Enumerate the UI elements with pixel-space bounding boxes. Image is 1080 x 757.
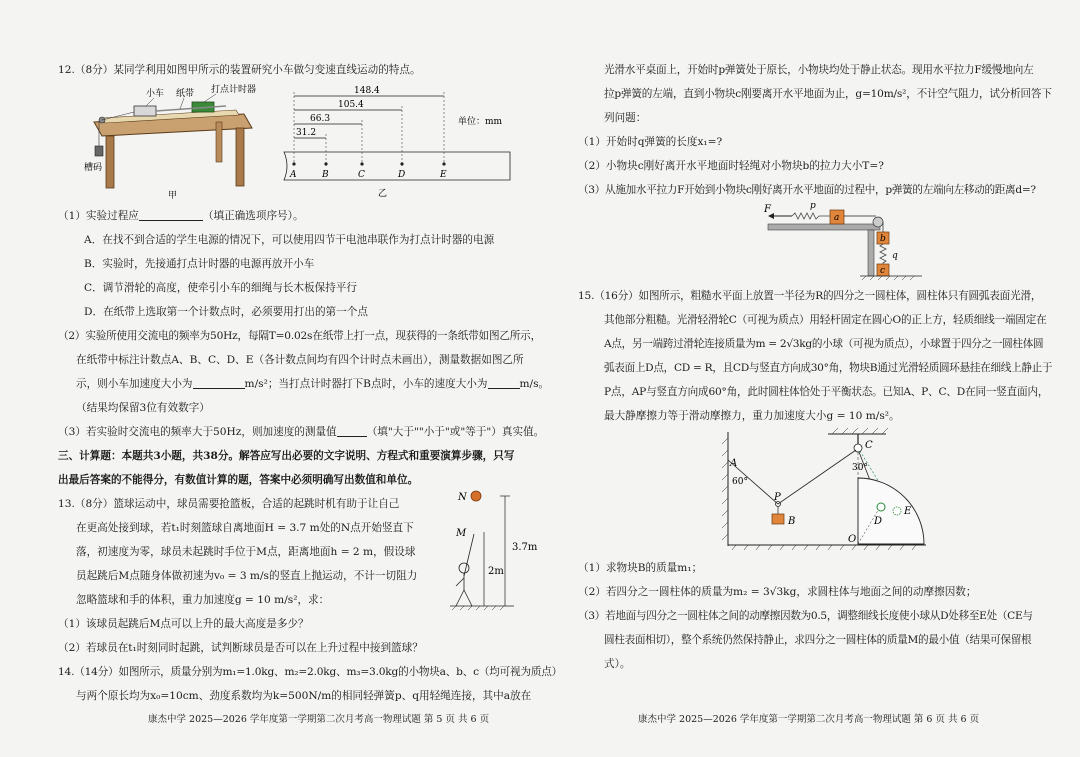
ground-hatch [452,606,504,610]
q13-line4: 员起跳后M点随身体做初速为v₀ = 3 m/s的竖直上抛运动，不计一切阻力 [76,570,418,582]
label-h: 2m [488,566,504,577]
label-tape: 纸带 [176,89,195,99]
q12-figures [58,82,526,200]
hook-weight [95,146,103,156]
label-timer: 打点计时器 [211,85,257,95]
q12-option-a: A．在找不到合适的学生电源的情况下，可以使用四节干电池串联作为打点计时器的电源 [84,234,495,246]
q15-3-line1: （3）若地面与四分之一圆柱体之间的动摩擦因数为0.5，调整细线长度使小球从D处移至E处（CE与 [578,610,1033,622]
left-wall-hatch [722,438,728,540]
label-N: N [458,492,467,503]
basketball [471,491,481,501]
tape-strip [284,152,510,180]
player-head [459,563,469,573]
footer-right: 康杰中学 2025—2026 学年度第一学期第二次月考高一物理试题 第 6 页 共 6 页 [638,714,980,725]
q12-3-blank[interactable] [337,436,367,437]
label-b: b [880,234,886,244]
label-A: A [730,458,738,469]
q14-cont-line3: 列问题： [604,112,647,124]
fig12-tape [280,84,520,202]
leader-tape [180,98,184,109]
q13-line2: 在更高处接到球，若t₁时刻篮球自离地面H = 3.7 m处的N点开始竖直下 [76,522,414,534]
label-M: M [456,528,467,539]
q15-line5: P点，AP与竖直方向成60°角，此时圆柱体恰处于平衡状态。已知A、P、C、D在同一竖直面内， [604,386,1049,398]
table-leg-left [106,136,114,188]
pt-B: B [322,170,329,180]
q12-2-vel-unit: m/s。 [519,378,550,390]
q13-line5: 忽略篮球和手的体积，重力加速度g = 10 m/s²，求： [76,594,330,606]
pulley-14 [873,217,883,227]
q14-line2: 与两个原长均为x₀=10cm、劲度系数均为k=500N/m的相同轻弹簧p、q用轻绳连接，其中a放在 [76,690,532,702]
paper-tape [156,106,226,111]
fig14-wrapper [578,202,1030,284]
q12-2-vel-label: m/s²；当打点计时器打下B点时，小车的速度大小为 [244,378,488,390]
dim-148-label: 148.4 [354,86,380,96]
q15-line1: 15.（16分）如图所示，粗糙水平面上放置一半径为R的四分之一圆柱体，圆柱体只有圆弧表面光滑， [578,290,1042,302]
fig12-apparatus [76,84,266,202]
caption-jia: 甲 [168,191,178,201]
cart [134,106,156,116]
q12-option-d: D．在纸带上选取第一个计数点时，必须要用打出的第一个点 [84,306,368,318]
q12-1 [58,204,526,228]
q13-line1: 13.（8分）篮球运动中，球员需要抢篮板，合适的起跳时机有助于让自己 [58,498,400,510]
q12-2-accel-label: 示，则小车加速度大小为 [76,378,193,390]
dot-E [442,162,445,165]
q12-2-line4: （结果均保留3位有效数字） [76,402,210,414]
leader-timer [204,94,216,102]
q14-cont-line2: 拉p弹簧的左端，直到小物块c刚要离开水平地面为止，g=10m/s²，不计空气阻力，试分析回答下 [604,88,1052,100]
section3-line2: 出最后答案的不能得分，有数值计算的题，答案中必须明确写出数值和单位。 [58,474,419,486]
q15-line3: A点，另一端跨过滑轮连接质量为m = 2√3kg的小球（可视为质点），小球置于四分之一圆柱体圆 [604,338,1044,350]
label-weight: 槽码 [84,163,103,173]
q12-1-text: （1）实验过程应 [58,210,139,222]
q12-option-b: B．实验时，先接通打点计时器的电源再放开小车 [84,258,315,270]
pt-D: D [398,170,406,180]
table-leg-right [236,128,244,186]
q12-3-text: （3）若实验时交流电的频率大于50Hz，则加速度的测量值 [58,426,337,438]
q12-1-blank[interactable] [139,220,203,221]
q12-2-line1: （2）实验所使用交流电的频率为50Hz，每隔T=0.02s在纸带上打一点，现获得的一条纸带如图乙所示， [58,330,541,342]
ground-14-hatch [862,276,914,280]
q13-2: （2）若球员在t₁时刻同时起跳，试判断球员是否可以在上升过程中接到篮球？ [58,642,423,654]
fig15-cylinder [718,428,928,556]
leader-car [146,98,154,106]
q13-line3: 落，初速度为零，球员未起跳时手位于M点，距离地面h = 2 m，假设球 [76,546,416,558]
section3-line1: 三、计算题：本题共3小题，共38分。解答应写出必要的文字说明、方程式和重要演算步骤，只写 [58,450,515,462]
q15-3-line2: 圆柱表面相切），整个系统仍然保持静止，求四分之一圆柱体的质量M的最小值（结果可保留根 [604,634,1032,646]
player-leg1 [456,590,464,606]
q13-1: （1）该球员起跳后M点可以上升的最大高度是多少？ [58,618,309,630]
label-D: D [874,516,883,527]
fig15-wrapper [578,428,1030,556]
q12-2-accel-blank[interactable] [193,388,245,389]
label-E: E [904,506,912,517]
fig14-springs [764,202,924,284]
dot-A [292,162,295,165]
label-H: 3.7m [512,542,538,553]
dim-66-label: 66.3 [310,114,331,124]
caption-yi: 乙 [378,189,388,199]
label-car: 小车 [146,89,165,99]
quarter-cylinder [858,478,924,544]
q14-1: （1）开始时q弹簧的长度x₁=? [578,136,723,148]
player-arm2 [456,578,464,586]
table-surface [768,224,880,230]
label-c: c [880,266,886,276]
q15-2: （2）若四分之一圆柱体的质量为m₂ = 3√3kg，求圆柱体与地面之间的动摩擦因数； [578,586,977,598]
player-leg2 [464,590,472,606]
ball-E [893,507,901,515]
q12-2-vel-blank[interactable] [488,388,520,389]
ceiling-hatch [832,428,888,434]
pt-A: A [290,170,297,180]
q14-cont-line1: 光滑水平桌面上，开始时p弹簧处于原长，小物块均处于静止状态。现用水平拉力F缓慢地向左 [604,64,1034,76]
dim-105-label: 105.4 [338,100,364,110]
q15-line6: 最大静摩擦力等于滑动摩擦力，重力加速度大小g = 10 m/s²。 [604,410,900,422]
footer-left: 康杰中学 2025—2026 学年度第一学期第二次月考高一物理试题 第 5 页 共 6 页 [148,714,490,725]
q14-line1: 14.（14分）如图所示，质量分别为m₁=1.0kg、m₂=2.0kg、m₃=3.0kg的小物块a、b、c（均可视为质点） [58,666,563,678]
unit-label: 单位：mm [458,117,503,127]
q13-block [58,492,538,612]
pt-E: E [440,170,447,180]
label-angle-C: 30° [852,463,868,473]
label-P: P [774,492,781,503]
table-leg-back [216,122,222,162]
q12-1-tail: （填正确选项序号）。 [202,210,304,222]
q12-2-line2: 在纸带中标注计数点A、B、C、D、E（各计数点间均有四个计时点未画出），测量数据如图乙所 [76,354,524,366]
label-F: F [764,204,771,215]
right-page [540,0,1080,757]
table-post [868,230,874,276]
spring-q [880,244,886,264]
q14-3: （3）从施加水平拉力F开始到小物块c刚好离开水平地面的过程中，p弹簧的左端向左移动的距离d=? [578,184,1036,196]
q15-line4: 弧表面上D点，CD = R，且CD与竖直方向成30°角，物块B通过光滑轻质圆环悬挂在细线上静止于 [604,362,1053,374]
block-B [772,514,784,524]
label-q: q [892,251,898,261]
q12-3 [58,420,545,444]
label-B: B [788,516,796,527]
string-APC [728,450,856,504]
label-O: O [848,534,857,545]
pt-C: C [358,170,365,180]
q15-3-line3: 式）。 [604,658,631,670]
q12-option-c: C．调节滑轮的高度，使牵引小车的细绳与长木板保持平行 [84,282,357,294]
dot-B [324,162,327,165]
q12-2-line3 [58,372,550,396]
label-a: a [834,213,840,223]
dim-31-label: 31.2 [296,128,317,138]
label-C: C [865,440,873,451]
q15-line2: 其他部分粗糙。光滑轻滑轮C（可视为质点）用轻杆固定在圆心O的正上方，轻质细线一端固定在 [604,314,1047,326]
label-angle-A: 60° [732,477,748,487]
spring-p [792,213,830,219]
label-p: p [810,202,816,211]
q14-2: （2）小物块c刚好离开水平地面时轻绳对小物块b的拉力大小T=? [578,160,884,172]
dot-C [360,162,363,165]
dot-D [400,162,403,165]
q15-1: （1）求物块B的质量m₁； [578,562,703,574]
ground-15-hatch [732,545,916,550]
ball-D [877,503,885,511]
q12-intro: 12.（8分）某同学利用如图甲所示的装置研究小车做匀变速直线运动的特点。 [58,64,421,76]
q12-3-tail: （填"大于""小于"或"等于"）真实值。 [366,426,545,438]
